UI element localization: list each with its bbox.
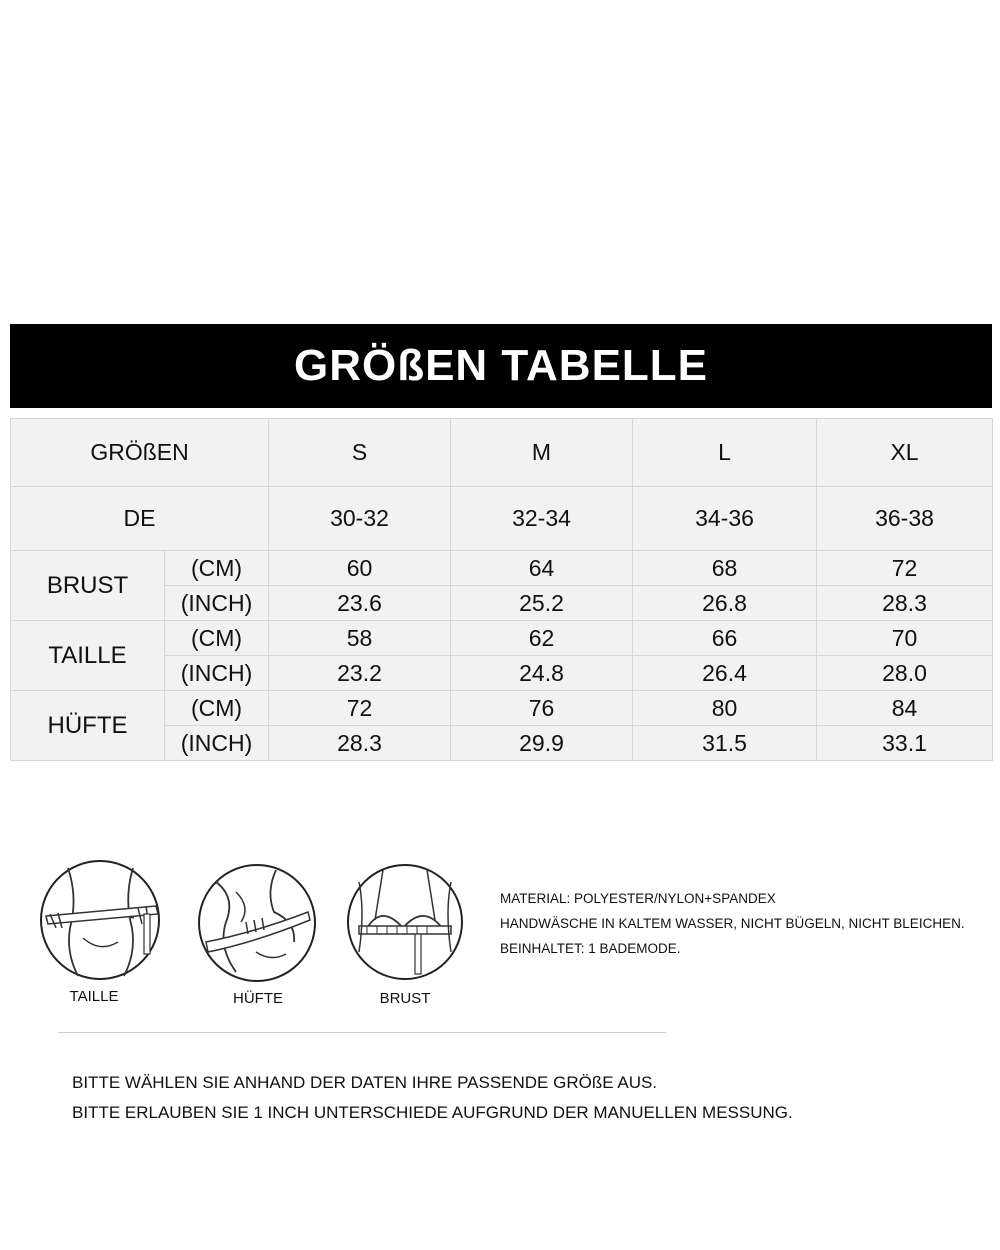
product-notes [500,886,965,961]
header-cell-xl: XL [817,419,993,487]
table-cell: 64 [451,551,633,586]
table-cell: 32-34 [451,487,633,551]
group-label-taille: TAILLE [11,621,165,691]
table-cell: 34-36 [633,487,817,551]
table-cell: 28.3 [817,586,993,621]
size-table [10,418,993,761]
table-cell: 31.5 [633,726,817,761]
table-cell: 80 [633,691,817,726]
header-cell-s: S [269,419,451,487]
table-cell: 26.8 [633,586,817,621]
bust-measure-icon [345,862,465,982]
table-cell: 62 [451,621,633,656]
table-cell: 26.4 [633,656,817,691]
table-cell: 60 [269,551,451,586]
table-cell: 24.8 [451,656,633,691]
table-row [11,621,993,656]
table-cell: 66 [633,621,817,656]
table-header-row [11,419,993,487]
table-cell: 36-38 [817,487,993,551]
unit-label: (CM) [165,691,269,726]
note-contents: BEINHALTET: 1 BADEMODE. [500,941,681,956]
hip-measure-icon [196,862,318,984]
table-cell: 72 [269,691,451,726]
table-row-de [11,487,993,551]
table-cell: 30-32 [269,487,451,551]
note-material: MATERIAL: POLYESTER/NYLON+SPANDEX [500,891,776,906]
title-banner [10,324,992,408]
table-cell: 58 [269,621,451,656]
icon-label-taille: TAILLE [69,988,119,1005]
table-cell: 76 [451,691,633,726]
table-row [11,691,993,726]
table-cell: 23.6 [269,586,451,621]
table-cell: 25.2 [451,586,633,621]
table-cell: 72 [817,551,993,586]
group-label-brust: BRUST [11,551,165,621]
table-cell: 70 [817,621,993,656]
group-label-huefte: HÜFTE [11,691,165,761]
unit-label: (INCH) [165,586,269,621]
footer-line-1: BITTE WÄHLEN SIE ANHAND DER DATEN IHRE PASSENDE GRÖßE AUS. [72,1073,658,1092]
unit-label: (CM) [165,621,269,656]
table-cell: 29.9 [451,726,633,761]
page-title: GRÖßEN TABELLE [293,341,709,390]
unit-label: (INCH) [165,726,269,761]
divider [58,1032,666,1033]
table-cell: 68 [633,551,817,586]
footer-notes [72,1068,793,1128]
waist-measure-icon [38,858,162,982]
table-cell: 33.1 [817,726,993,761]
table-cell: 84 [817,691,993,726]
header-cell-l: L [633,419,817,487]
icon-label-brust: BRUST [379,990,431,1007]
de-label: DE [11,487,269,551]
icon-label-huefte: HÜFTE [233,990,283,1007]
table-cell: 23.2 [269,656,451,691]
note-care: HANDWÄSCHE IN KALTEM WASSER, NICHT BÜGELN, NICHT BLEICHEN. [500,916,965,931]
table-cell: 28.3 [269,726,451,761]
table-row [11,551,993,586]
header-cell-size: GRÖßEN [11,419,269,487]
unit-label: (INCH) [165,656,269,691]
footer-line-2: BITTE ERLAUBEN SIE 1 INCH UNTERSCHIEDE AUFGRUND DER MANUELLEN MESSUNG. [72,1103,793,1122]
unit-label: (CM) [165,551,269,586]
table-cell: 28.0 [817,656,993,691]
header-cell-m: M [451,419,633,487]
